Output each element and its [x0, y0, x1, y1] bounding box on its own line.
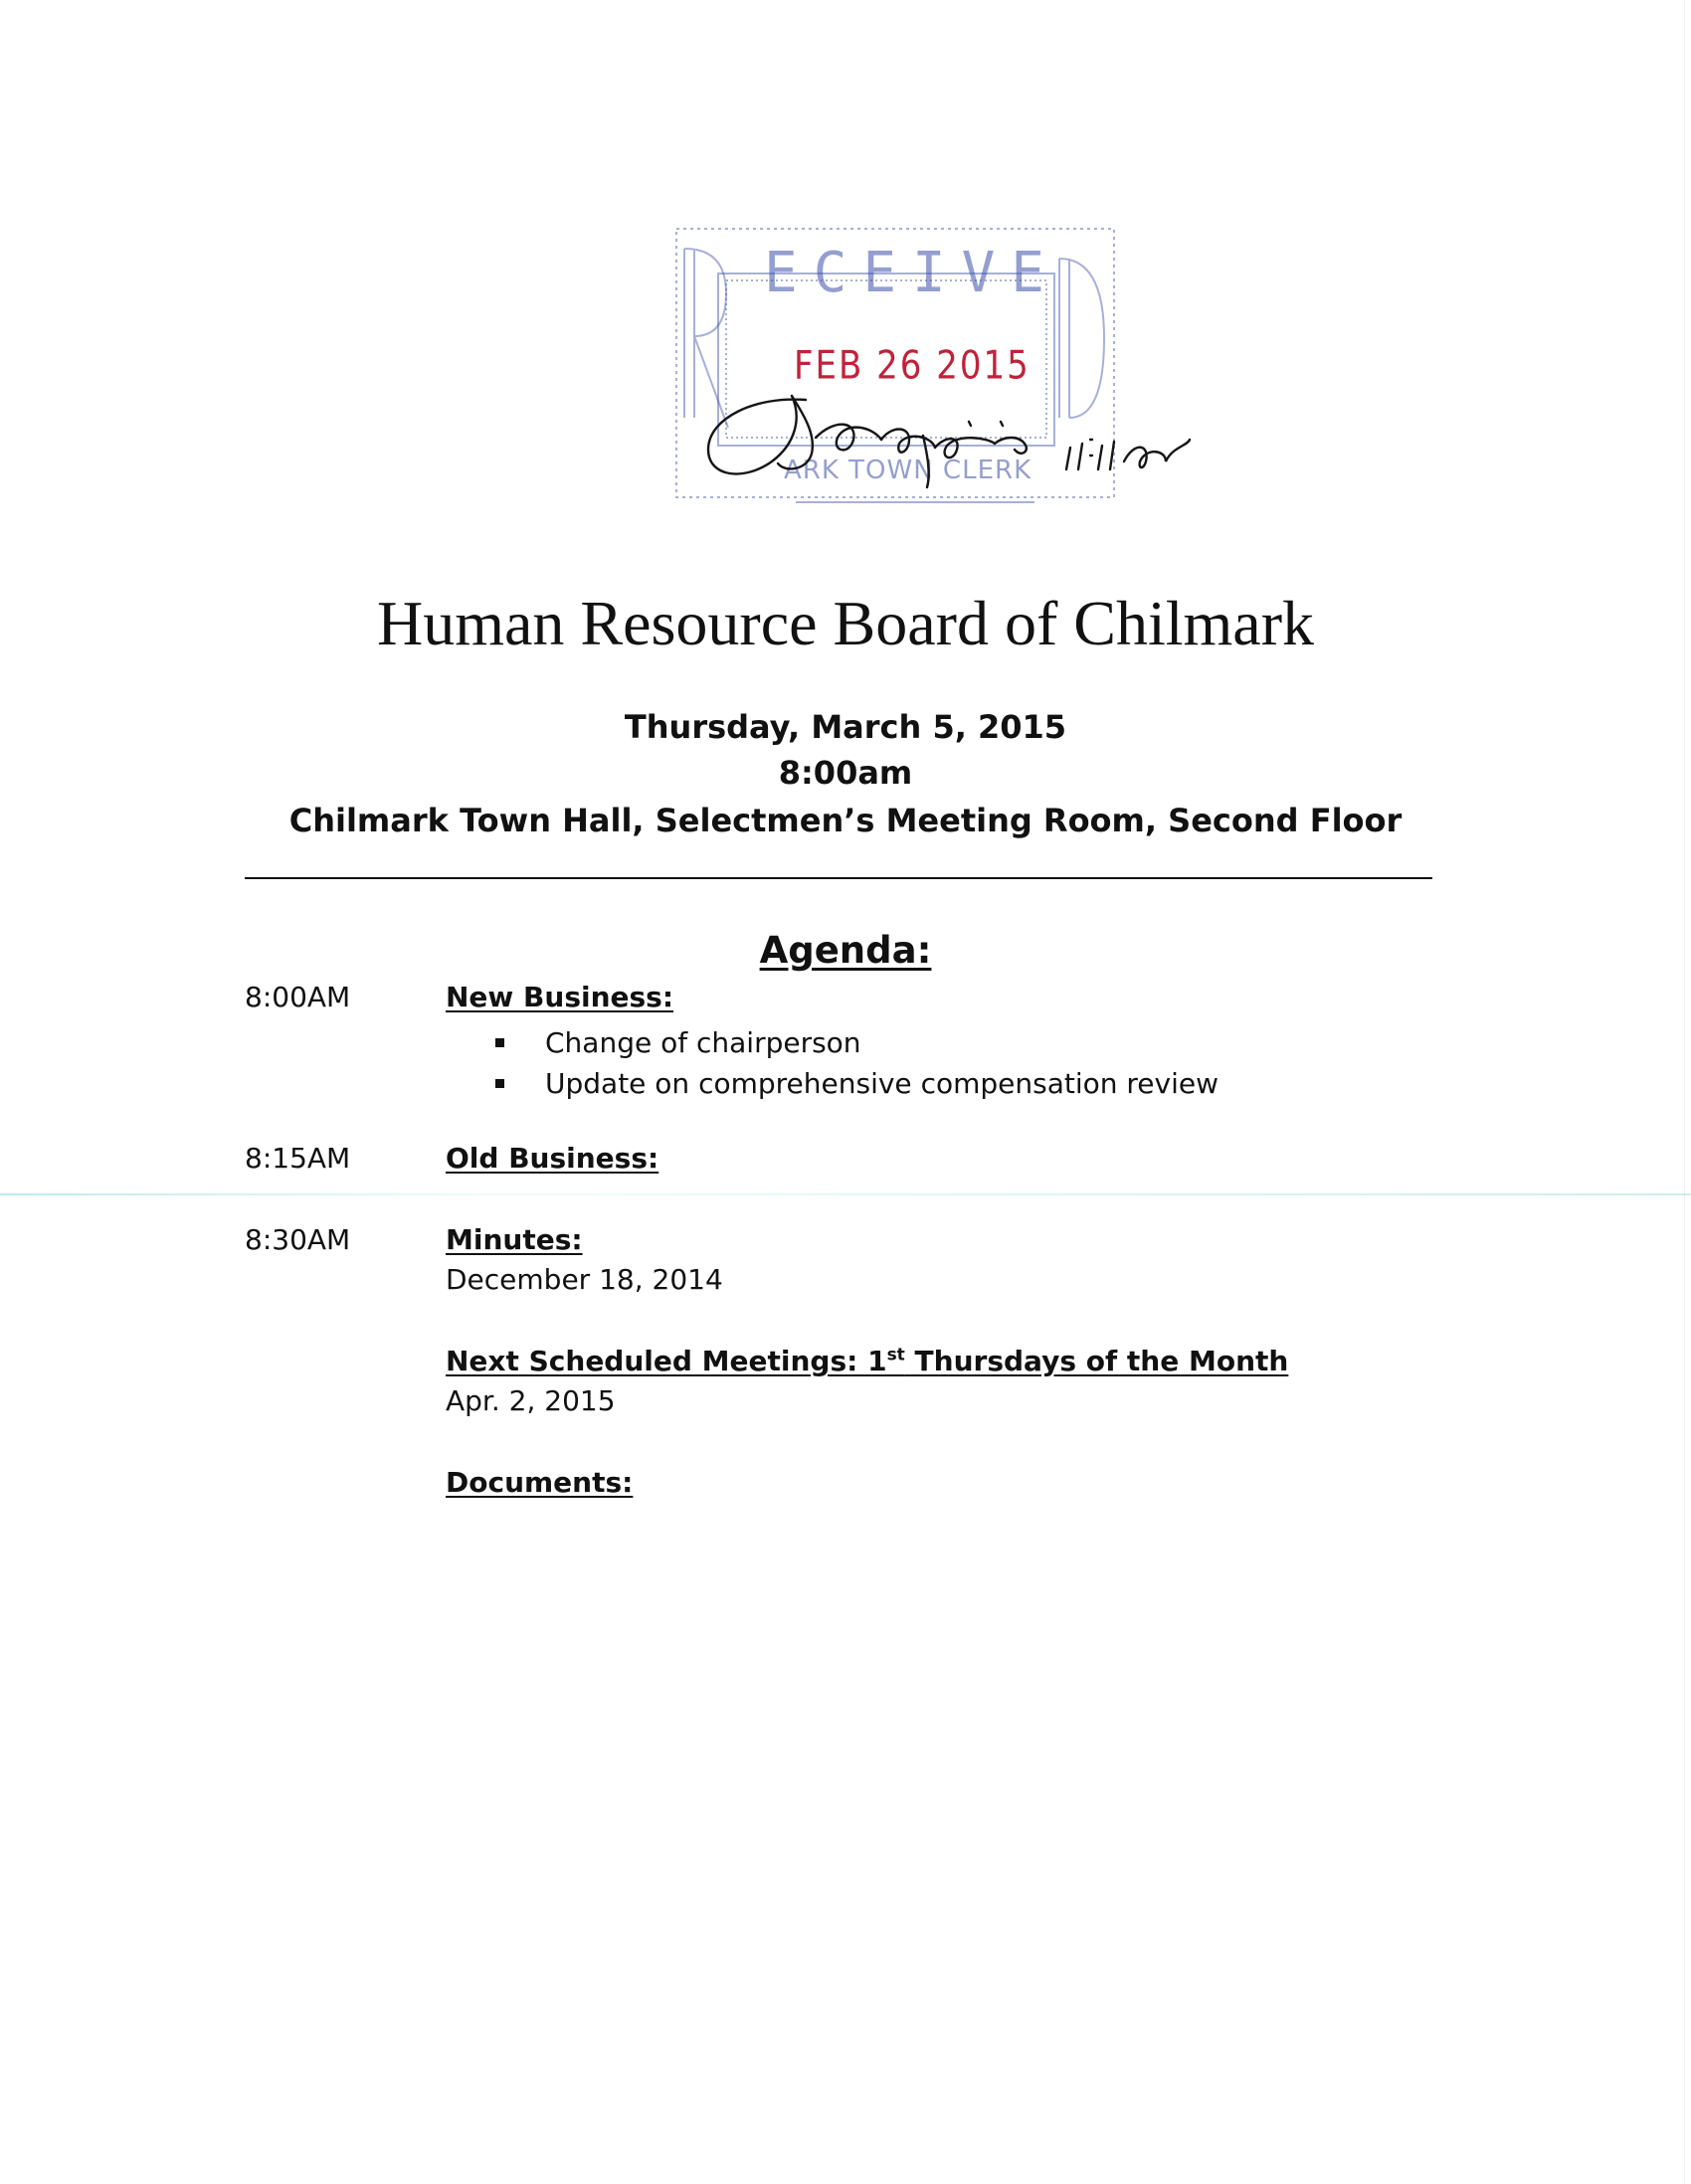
stamp-letter: E: [1011, 241, 1044, 305]
list-item: Change of chairperson: [446, 1022, 1219, 1063]
handwritten-signature-icon: [696, 378, 1214, 497]
bullet-square-icon: [495, 1038, 504, 1047]
agenda-item-heading: Minutes:: [446, 1223, 583, 1256]
stamp-letter: E: [764, 241, 798, 305]
agenda-item-heading: Old Business:: [446, 1142, 659, 1175]
stamp-letter: C: [813, 241, 847, 305]
scan-artifact-line: [0, 1193, 1691, 1195]
agenda-heading: Agenda:: [759, 929, 932, 972]
stamp-received-letters: [764, 241, 1044, 305]
meeting-date: Thursday, March 5, 2015: [624, 708, 1067, 746]
agenda-item-time: 8:15AM: [245, 1142, 351, 1175]
header-divider: [245, 877, 1432, 879]
stamp-letter: I: [911, 241, 946, 305]
meeting-time: 8:00am: [778, 754, 913, 792]
stamp-letter: E: [862, 241, 897, 305]
agenda-item-time: 8:30AM: [245, 1223, 351, 1256]
next-meetings-heading: Next Scheduled Meetings: 1st Thursdays of the Month: [446, 1345, 1289, 1377]
stamp-clerk-text: ARK TOWN CLERK: [784, 455, 1033, 485]
documents-heading: Documents:: [446, 1466, 634, 1499]
agenda-item-time: 8:00AM: [245, 981, 351, 1013]
agenda-item-heading: New Business:: [446, 981, 674, 1013]
stamp-date: FEB 26 2015: [794, 343, 1031, 389]
list-item: Update on comprehensive compensation review: [446, 1063, 1219, 1104]
stamp-letter: V: [961, 241, 996, 305]
scan-edge: [1684, 0, 1685, 2184]
new-business-list: [446, 1022, 1219, 1104]
bullet-square-icon: [495, 1079, 504, 1088]
document-title: Human Resource Board of Chilmark: [377, 588, 1314, 658]
minutes-date: December 18, 2014: [446, 1263, 723, 1296]
next-meeting-date: Apr. 2, 2015: [446, 1384, 616, 1417]
meeting-location: Chilmark Town Hall, Selectmen’s Meeting Room, Second Floor: [288, 802, 1403, 839]
